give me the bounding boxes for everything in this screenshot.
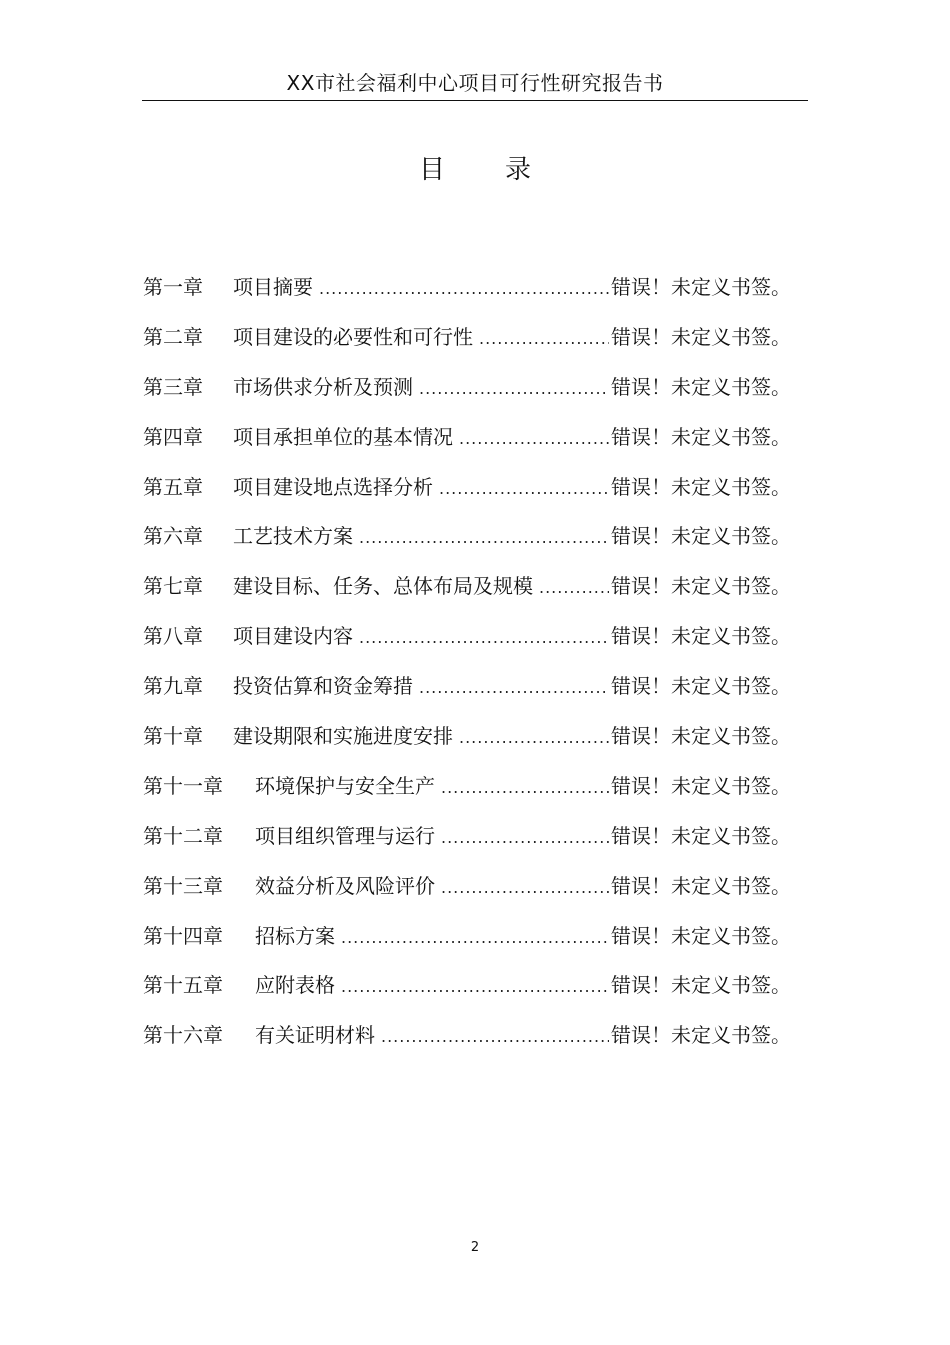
header-rule [142, 100, 808, 101]
toc-leader-dots [419, 669, 609, 707]
toc-leader-dots [439, 470, 609, 508]
toc-entry[interactable] [143, 917, 791, 967]
toc-chapter-number: 第十一章 [143, 773, 223, 798]
toc-entry[interactable] [143, 617, 791, 667]
toc-chapter-title: 项目摘要 [233, 275, 313, 299]
toc-list [143, 268, 791, 1066]
toc-entry[interactable] [143, 268, 791, 318]
toc-entry[interactable] [143, 517, 791, 567]
toc-chapter-number: 第三章 [143, 374, 203, 399]
toc-page-ref: 错误！未定义书签。 [611, 574, 791, 599]
toc-page-ref: 错误！未定义书签。 [611, 923, 791, 948]
toc-entry[interactable] [143, 567, 791, 617]
toc-page-ref: 错误！未定义书签。 [611, 973, 791, 998]
toc-entry[interactable] [143, 667, 791, 717]
toc-chapter-title: 项目建设的必要性和可行性 [233, 324, 473, 349]
toc-chapter-title: 项目建设地点选择分析 [233, 474, 433, 499]
toc-chapter-number: 第十二章 [143, 823, 223, 848]
toc-chapter-title: 项目建设内容 [233, 624, 353, 649]
toc-chapter-number: 第九章 [143, 674, 203, 699]
toc-chapter-number: 第十章 [143, 724, 203, 749]
toc-page-ref: 错误！未定义书签。 [611, 275, 791, 299]
toc-entry[interactable] [143, 318, 791, 368]
toc-title-left: 目 [418, 155, 445, 185]
toc-entry[interactable] [143, 817, 791, 867]
toc-chapter-number: 第十六章 [143, 1023, 223, 1048]
toc-entry[interactable] [143, 717, 791, 767]
toc-leader-dots [381, 1018, 609, 1056]
page-number: 2 [470, 1240, 480, 1255]
toc-chapter-number: 第八章 [143, 624, 203, 649]
toc-chapter-number: 第十三章 [143, 873, 223, 898]
toc-chapter-number: 第一章 [143, 275, 203, 299]
toc-chapter-number: 第七章 [143, 574, 203, 599]
toc-page-ref: 错误！未定义书签。 [611, 674, 791, 699]
toc-chapter-title: 建设目标、任务、总体布局及规模 [233, 574, 533, 599]
toc-page-ref: 错误！未定义书签。 [611, 374, 791, 399]
toc-chapter-title: 工艺技术方案 [233, 524, 353, 549]
toc-chapter-number: 第六章 [143, 524, 203, 549]
toc-leader-dots [319, 270, 609, 308]
toc-leader-dots [441, 819, 609, 857]
toc-chapter-title: 有关证明材料 [255, 1023, 375, 1048]
toc-entry[interactable] [143, 368, 791, 418]
toc-chapter-number: 第十五章 [143, 973, 223, 998]
toc-page-ref: 错误！未定义书签。 [611, 773, 791, 798]
toc-page-ref: 错误！未定义书签。 [611, 524, 791, 549]
toc-leader-dots [341, 919, 609, 957]
toc-page-ref: 错误！未定义书签。 [611, 724, 791, 749]
toc-leader-dots [441, 869, 609, 907]
toc-page-ref: 错误！未定义书签。 [611, 624, 791, 649]
toc-page-ref: 错误！未定义书签。 [611, 823, 791, 848]
toc-chapter-title: 项目承担单位的基本情况 [233, 424, 453, 449]
toc-page-ref: 错误！未定义书签。 [611, 424, 791, 449]
toc-chapter-title: 投资估算和资金筹措 [233, 674, 413, 699]
toc-chapter-title: 招标方案 [255, 923, 335, 948]
toc-page-ref: 错误！未定义书签。 [611, 324, 791, 349]
toc-chapter-title: 环境保护与安全生产 [255, 773, 435, 798]
toc-chapter-title: 建设期限和实施进度安排 [233, 724, 453, 749]
toc-leader-dots [539, 569, 609, 607]
toc-leader-dots [479, 320, 609, 358]
toc-page-ref: 错误！未定义书签。 [611, 474, 791, 499]
toc-entry[interactable] [143, 867, 791, 917]
toc-leader-dots [459, 420, 609, 458]
toc-page-ref: 错误！未定义书签。 [611, 873, 791, 898]
toc-entry[interactable] [143, 1016, 791, 1066]
toc-chapter-number: 第十四章 [143, 923, 223, 948]
toc-entry[interactable] [143, 966, 791, 1016]
running-header: XX市社会福利中心项目可行性研究报告书 [286, 71, 664, 95]
toc-title [0, 148, 950, 192]
toc-entry[interactable] [143, 767, 791, 817]
toc-chapter-title: 项目组织管理与运行 [255, 823, 435, 848]
toc-leader-dots [459, 719, 609, 757]
toc-page-ref: 错误！未定义书签。 [611, 1023, 791, 1048]
toc-chapter-number: 第五章 [143, 474, 203, 499]
toc-chapter-title: 效益分析及风险评价 [255, 873, 435, 898]
toc-title-right: 录 [505, 155, 532, 185]
toc-chapter-number: 第四章 [143, 424, 203, 449]
toc-chapter-title: 市场供求分析及预测 [233, 374, 413, 399]
toc-leader-dots [419, 370, 609, 408]
toc-leader-dots [359, 619, 609, 657]
toc-entry[interactable] [143, 418, 791, 468]
toc-entry[interactable] [143, 468, 791, 518]
toc-chapter-number: 第二章 [143, 324, 203, 349]
toc-leader-dots [359, 519, 609, 557]
toc-leader-dots [341, 968, 609, 1006]
toc-leader-dots [441, 769, 609, 807]
toc-chapter-title: 应附表格 [255, 973, 335, 998]
